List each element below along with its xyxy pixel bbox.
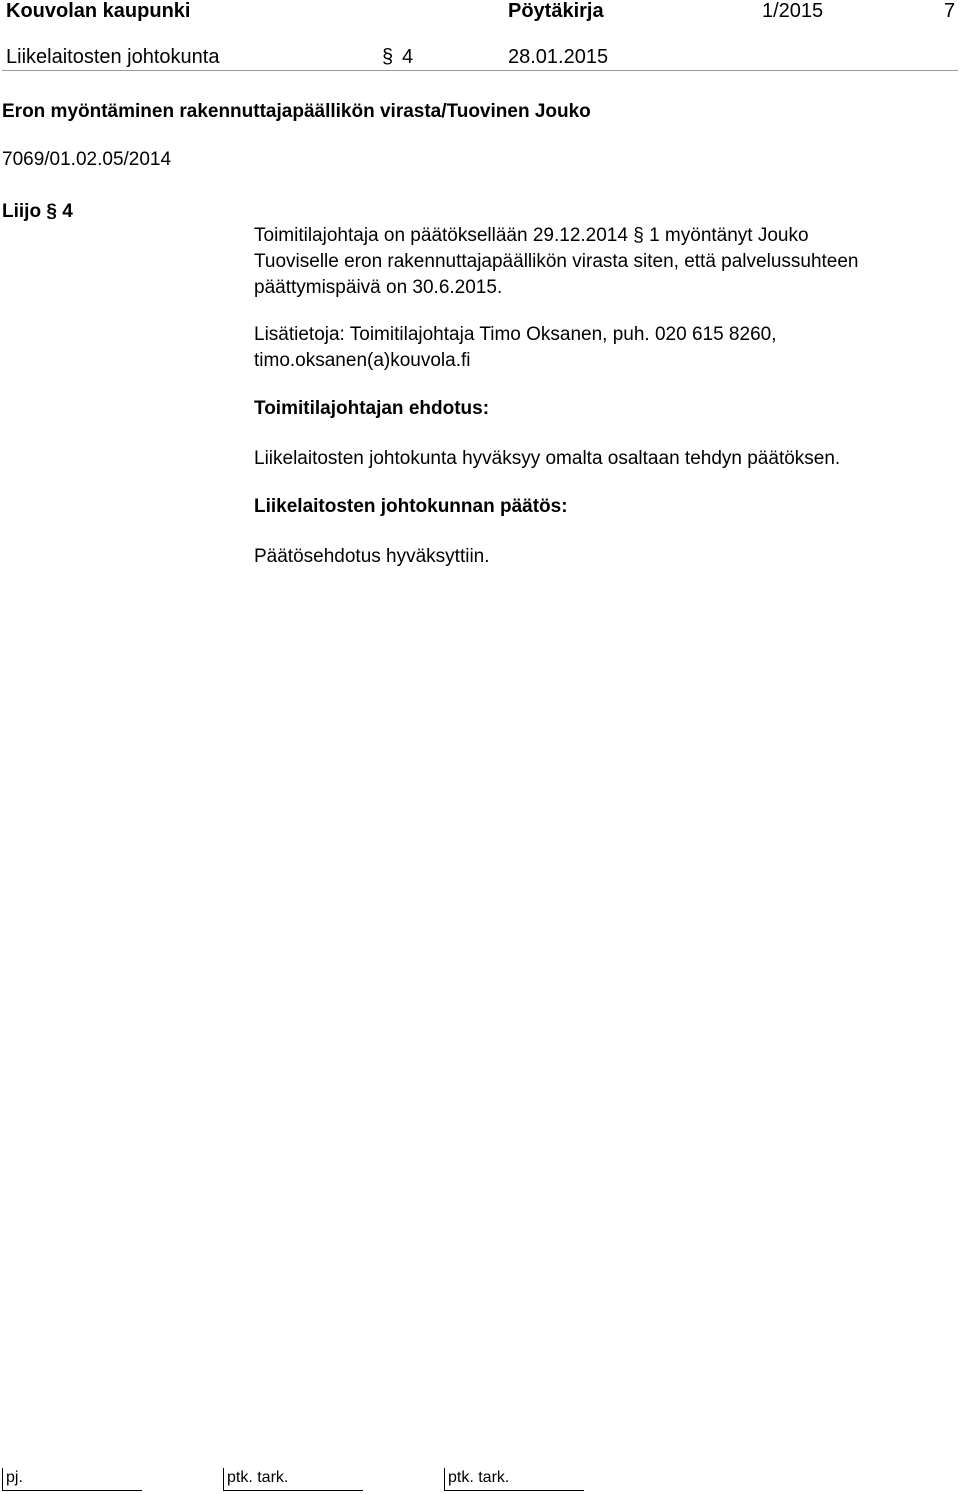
body-name: Liikelaitosten johtokunta	[6, 46, 220, 68]
item-title: Eron myöntäminen rakennuttajapäällikön virasta/Tuovinen Jouko	[2, 101, 591, 122]
document-type: Pöytäkirja	[508, 0, 604, 22]
decision-heading: Liikelaitosten johtokunnan päätös:	[254, 496, 568, 517]
item-section-number: 4	[62, 201, 73, 222]
document-number: 1/2015	[762, 0, 824, 22]
contact-line: Lisätietoja: Toimitilajohtaja Timo Oksanen, puh. 020 615 8260,	[254, 324, 777, 345]
item-section-label	[2, 201, 73, 223]
section-sign-icon: §	[46, 201, 57, 222]
item-label: Liijo	[2, 201, 42, 222]
paragraph-line: Tuoviselle eron rakennuttajapäällikön virasta siten, että palvelussuhteen	[254, 251, 859, 272]
signature-line-chair	[2, 1490, 142, 1491]
paragraph-line: päättymispäivä on 30.6.2015.	[254, 277, 503, 298]
signature-label-reviewer-1: ptk. tark.	[227, 1469, 289, 1486]
organization-name: Kouvolan kaupunki	[6, 0, 191, 22]
section-number: 4	[402, 46, 414, 68]
proposal-heading: Toimitilajohtajan ehdotus:	[254, 398, 490, 419]
section-sign-icon: §	[382, 46, 394, 68]
paragraph-text: Toimitilajohtaja on päätöksellään 29.12.2014	[254, 225, 628, 246]
header-divider	[2, 70, 958, 71]
decision-text: Päätösehdotus hyväksyttiin.	[254, 546, 490, 567]
record-number: 7069/01.02.05/2014	[2, 149, 172, 170]
contact-email: timo.oksanen(a)kouvola.fi	[254, 350, 471, 371]
signature-line-reviewer-1	[223, 1490, 363, 1491]
paragraph-text: 1 myöntänyt Jouko	[649, 225, 809, 246]
meeting-date: 28.01.2015	[508, 46, 609, 68]
proposal-text: Liikelaitosten johtokunta hyväksyy omalta osaltaan tehdyn päätöksen.	[254, 448, 841, 469]
decision-paragraph	[254, 223, 944, 301]
signature-line-reviewer-2	[444, 1490, 584, 1491]
paragraph-line	[254, 223, 944, 249]
signature-divider	[223, 1468, 224, 1491]
signature-label-chair: pj.	[6, 1469, 23, 1486]
signature-divider	[444, 1468, 445, 1491]
signature-divider	[2, 1468, 3, 1491]
signature-label-reviewer-2: ptk. tark.	[448, 1469, 510, 1486]
page-number: 7	[944, 0, 956, 22]
section-sign-icon: §	[633, 225, 644, 246]
contact-info	[254, 322, 944, 374]
